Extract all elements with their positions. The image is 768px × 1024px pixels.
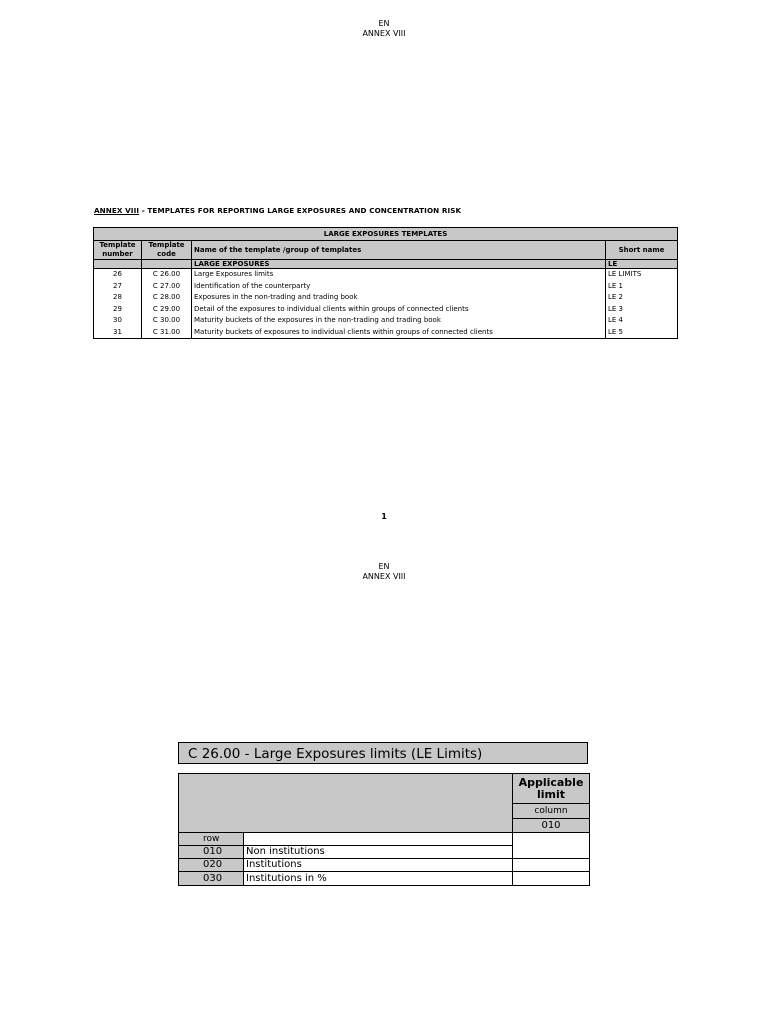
template-code: C 31.00 xyxy=(142,327,192,339)
template-short: LE 5 xyxy=(606,327,678,339)
row-code: 010 xyxy=(178,845,244,859)
annex-label: ANNEX VIII xyxy=(94,206,140,215)
grid-header-block xyxy=(178,773,513,833)
template-short: LE LIMITS xyxy=(606,269,678,281)
template-code: C 26.00 xyxy=(142,269,192,281)
template-name: Large Exposures limits xyxy=(192,269,606,281)
template-name: Identification of the counterparty xyxy=(192,281,606,293)
table-row xyxy=(94,292,678,304)
col-template-code: Template code xyxy=(142,241,192,260)
page2-header-lang: EN xyxy=(378,562,390,571)
value-cell-020[interactable] xyxy=(512,858,590,872)
table-row xyxy=(94,281,678,293)
template-name: Maturity buckets of exposures to individual clients within groups of connected clients xyxy=(192,327,606,339)
template-number: 26 xyxy=(94,269,142,281)
template-short: LE 1 xyxy=(606,281,678,293)
template-number: 30 xyxy=(94,315,142,327)
col-template-name: Name of the template /group of templates xyxy=(192,241,606,260)
table-row xyxy=(94,327,678,339)
table-row xyxy=(94,269,678,281)
template-number: 27 xyxy=(94,281,142,293)
page1-header xyxy=(0,19,768,39)
annex-title-rest: - TEMPLATES FOR REPORTING LARGE EXPOSURES AND CONCENTRATION RISK xyxy=(139,206,462,215)
row-label: row xyxy=(178,832,244,846)
template-code: C 27.00 xyxy=(142,281,192,293)
row-label-text: Institutions xyxy=(243,858,513,872)
row-label-text: Non institutions xyxy=(243,845,513,859)
template-number: 29 xyxy=(94,304,142,316)
column-label: column xyxy=(512,803,590,819)
page-number: 1 xyxy=(381,512,387,521)
col-short-name: Short name xyxy=(606,241,678,260)
template-name: Detail of the exposures to individual clients within groups of connected clients xyxy=(192,304,606,316)
section-empty-cell xyxy=(94,260,142,269)
row-label-text: Institutions in % xyxy=(243,871,513,886)
row-label-spacer xyxy=(243,832,513,846)
table-row xyxy=(94,304,678,316)
template-name: Exposures in the non-trading and trading book xyxy=(192,292,606,304)
page2-header xyxy=(0,562,768,582)
section-empty-cell xyxy=(142,260,192,269)
template-number: 31 xyxy=(94,327,142,339)
annex-title xyxy=(94,206,461,215)
applicable-limit-header: Applicable limit xyxy=(512,773,590,804)
row-code: 020 xyxy=(178,858,244,872)
section-label: LARGE EXPOSURES xyxy=(192,260,606,269)
page2-header-annex: ANNEX VIII xyxy=(362,572,406,581)
column-code: 010 xyxy=(512,818,590,833)
page1-header-annex: ANNEX VIII xyxy=(362,29,406,38)
row-code: 030 xyxy=(178,871,244,886)
section-short: LE xyxy=(606,260,678,269)
le-limits-grid xyxy=(178,773,590,886)
value-cell-010[interactable] xyxy=(512,832,590,859)
templates-table-caption: LARGE EXPOSURES TEMPLATES xyxy=(94,228,678,241)
template-short: LE 4 xyxy=(606,315,678,327)
col-template-number: Template number xyxy=(94,241,142,260)
templates-table xyxy=(93,227,678,339)
template-name: Maturity buckets of the exposures in the non-trading and trading book xyxy=(192,315,606,327)
template-number: 28 xyxy=(94,292,142,304)
table-row xyxy=(94,315,678,327)
template-code: C 29.00 xyxy=(142,304,192,316)
value-cell-030[interactable] xyxy=(512,871,590,886)
template-code: C 30.00 xyxy=(142,315,192,327)
le-limits-title: C 26.00 - Large Exposures limits (LE Limits) xyxy=(178,742,588,764)
page1-header-lang: EN xyxy=(378,19,390,28)
template-code: C 28.00 xyxy=(142,292,192,304)
template-short: LE 2 xyxy=(606,292,678,304)
template-short: LE 3 xyxy=(606,304,678,316)
